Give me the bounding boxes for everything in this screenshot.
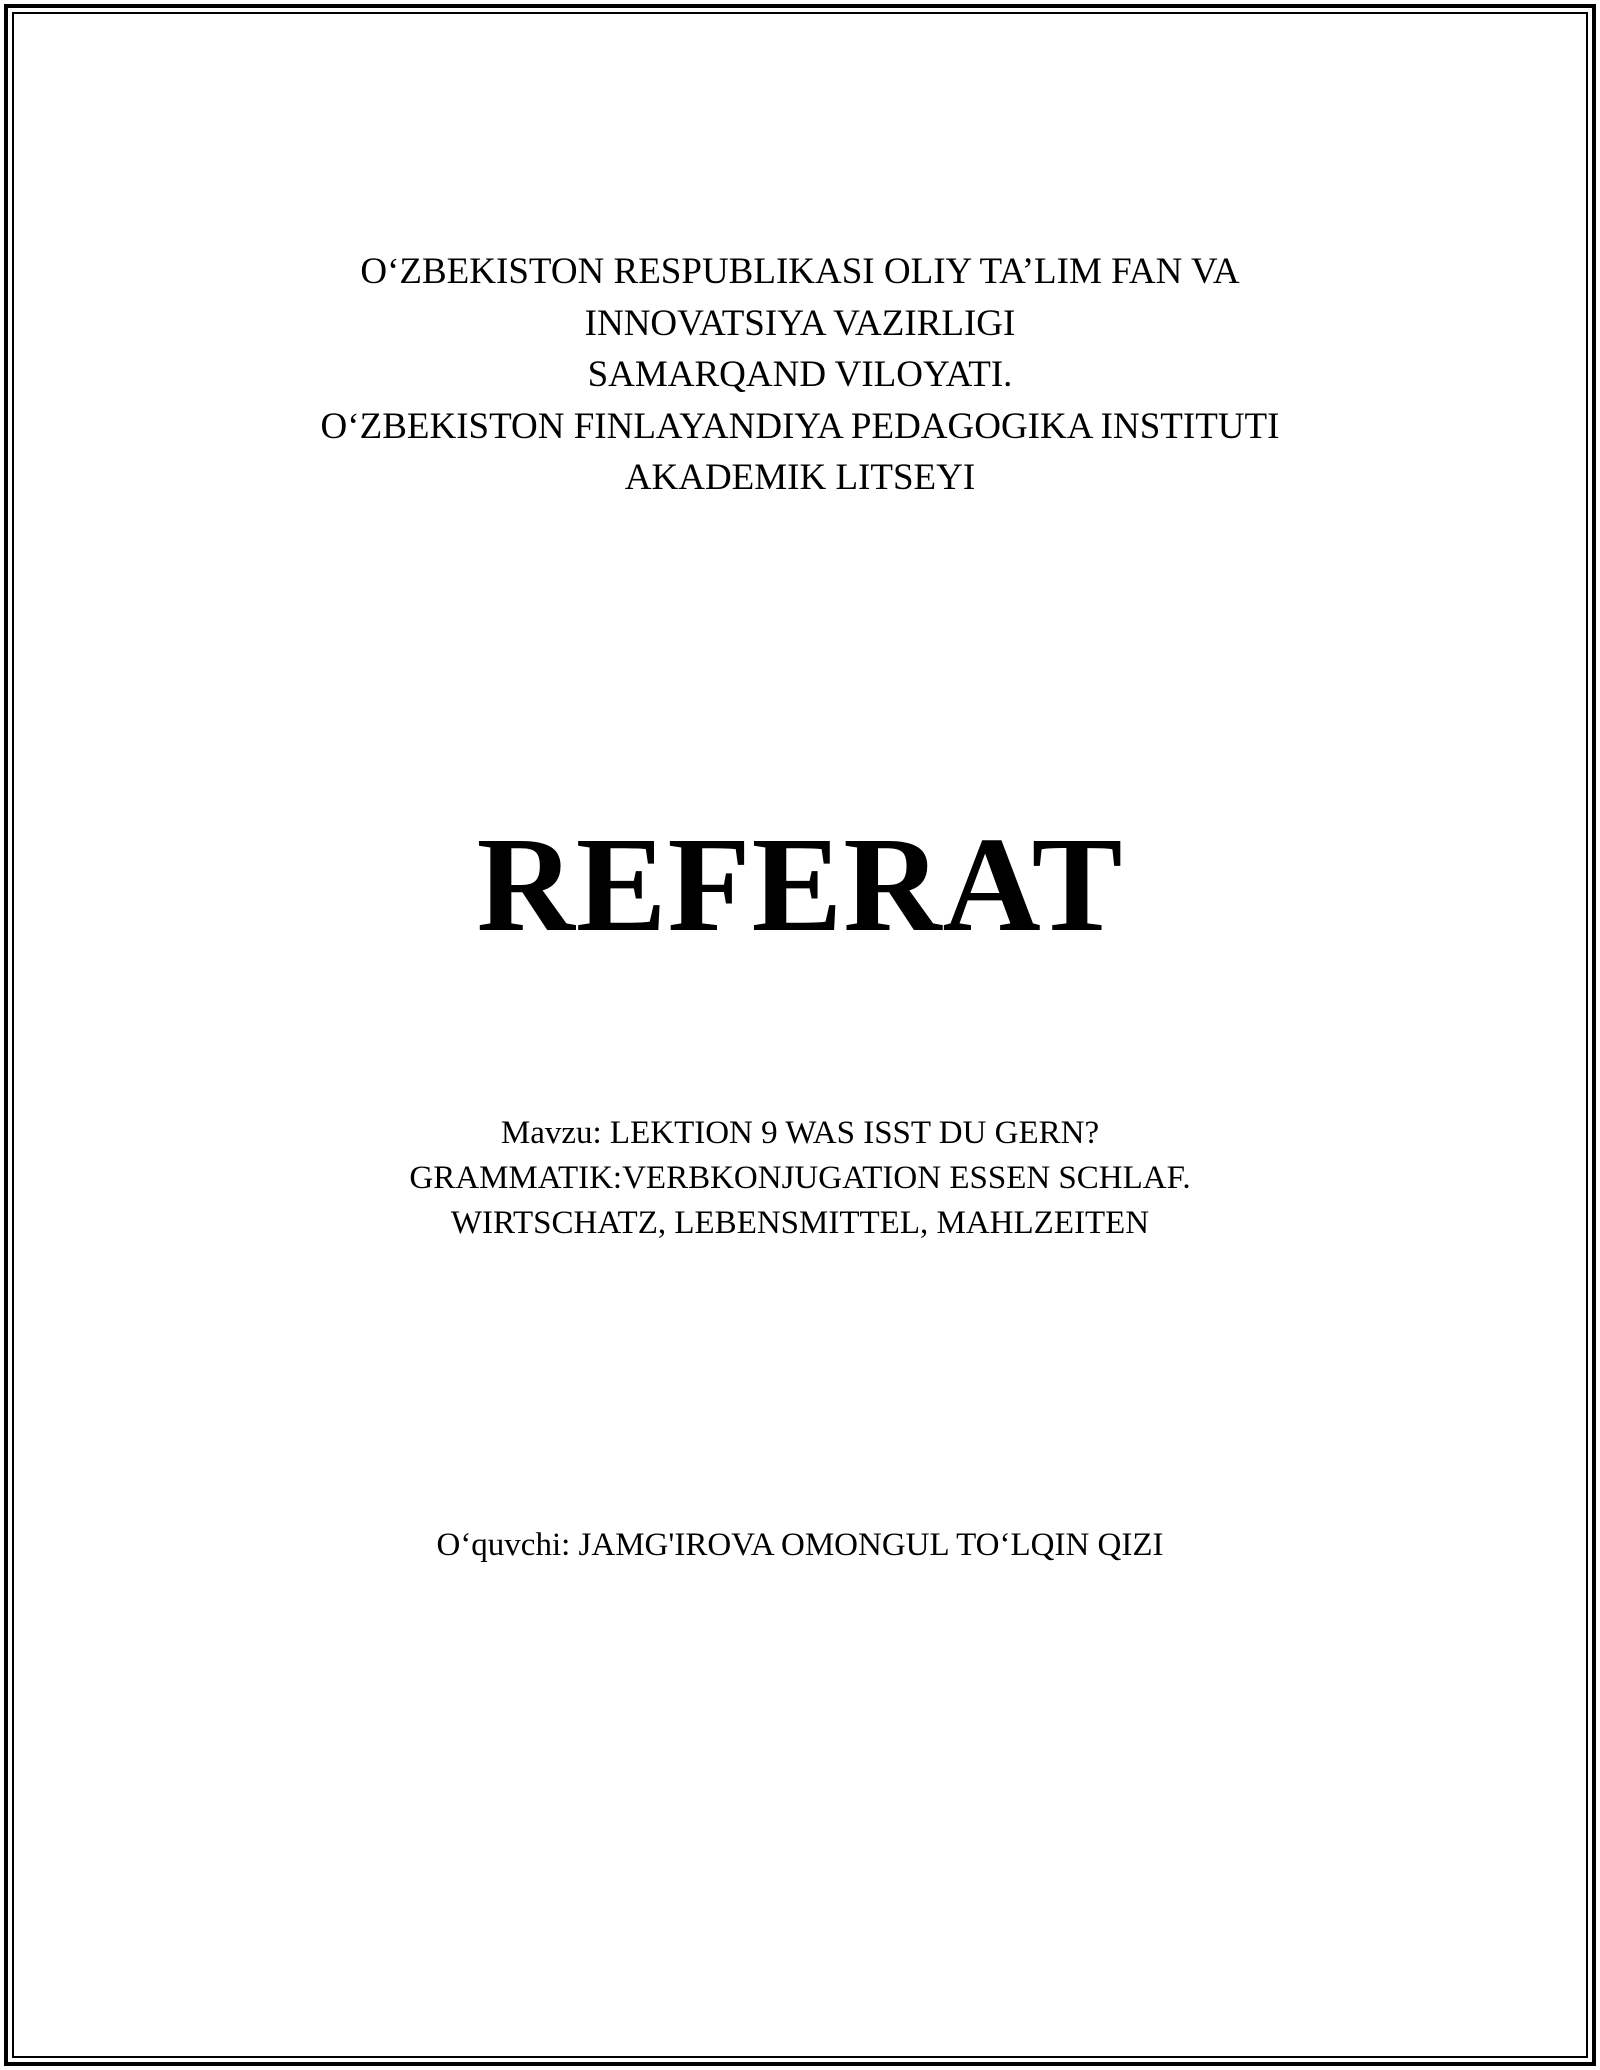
header-line-4: O‘ZBEKISTON FINLAYANDIYA PEDAGOGIKA INSTITUTI: [320, 405, 1280, 447]
header-line-2: INNOVATSIYA VAZIRLIGI: [584, 302, 1016, 344]
student-name: O‘quvchi: JAMG'IROVA OMONGUL TO‘LQIN QIZI: [436, 1527, 1164, 1563]
topic-line-3: WIRTSCHATZ, LEBENSMITTEL, MAHLZEITEN: [450, 1205, 1150, 1241]
institution-header: [0, 246, 1600, 504]
header-line-1: O‘ZBEKISTON RESPUBLIKASI OLIY TA’LIM FAN VA: [360, 251, 1240, 292]
topic-block: [0, 1111, 1600, 1246]
header-line-3: SAMARQAND VILOYATI.: [587, 354, 1013, 395]
header-line-5: AKADEMIK LITSEYI: [624, 457, 976, 498]
topic-line-2: GRAMMATIK:VERBKONJUGATION ESSEN SCHLAF.: [409, 1160, 1191, 1196]
document-title: REFERAT: [476, 810, 1124, 960]
topic-line-1: Mavzu: LEKTION 9 WAS ISST DU GERN?: [500, 1115, 1100, 1151]
